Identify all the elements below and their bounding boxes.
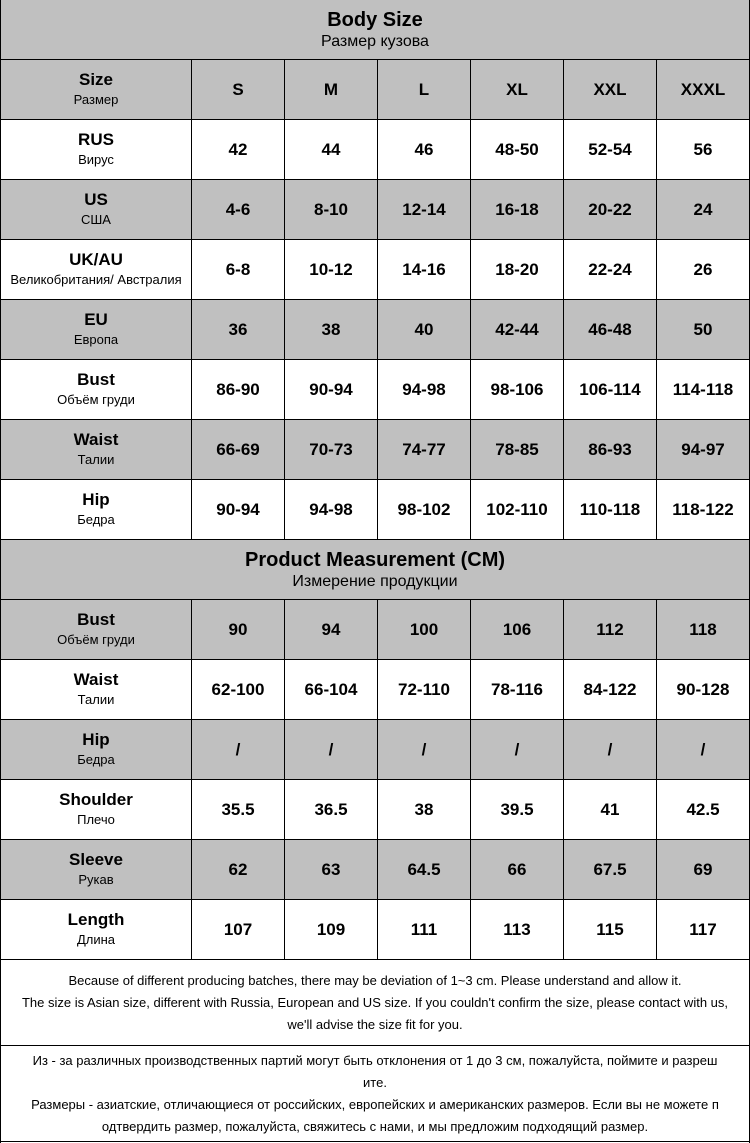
row-label-ru: Бедра	[77, 752, 115, 767]
value-cell: 98-106	[471, 360, 564, 420]
value-cell: 42-44	[471, 300, 564, 360]
row-label-ru: Вирус	[78, 152, 114, 167]
row-label	[1, 600, 192, 660]
row-label-ru: Европа	[73, 332, 119, 347]
value-cell: 113	[471, 900, 564, 960]
value-cell: 18-20	[471, 240, 564, 300]
value-cell: 62-100	[192, 660, 285, 720]
value-cell: 22-24	[564, 240, 657, 300]
product-measurement-row	[1, 600, 749, 660]
value-cell: 66	[471, 840, 564, 900]
body-size-row	[1, 180, 749, 240]
value-cell: 56	[657, 120, 749, 180]
row-label-en: Waist	[73, 430, 119, 449]
row-label-ru: Объём груди	[57, 392, 135, 407]
value-cell: 86-93	[564, 420, 657, 480]
value-cell: 110-118	[564, 480, 657, 540]
value-cell: 41	[564, 780, 657, 840]
product-measurement-row	[1, 840, 749, 900]
product-measurement-title: Product Measurement (CM)	[244, 548, 506, 571]
value-cell: 40	[378, 300, 471, 360]
size-header-xxl: XXL	[564, 60, 657, 120]
body-size-row	[1, 240, 749, 300]
value-cell: 10-12	[285, 240, 378, 300]
size-header-xxxl: XXXL	[657, 60, 749, 120]
body-size-row	[1, 120, 749, 180]
value-cell: 42	[192, 120, 285, 180]
value-cell: 117	[657, 900, 749, 960]
value-cell: /	[192, 720, 285, 780]
notes-english	[1, 960, 749, 1046]
product-measurement-title-band	[1, 540, 749, 600]
value-cell: 78-85	[471, 420, 564, 480]
row-label	[1, 300, 192, 360]
value-cell: 112	[564, 600, 657, 660]
row-label-en: Sleeve	[69, 850, 123, 869]
value-cell: 52-54	[564, 120, 657, 180]
value-cell: 38	[378, 780, 471, 840]
value-cell: 39.5	[471, 780, 564, 840]
value-cell: 62	[192, 840, 285, 900]
value-cell: 70-73	[285, 420, 378, 480]
value-cell: 78-116	[471, 660, 564, 720]
product-measurement-row	[1, 660, 749, 720]
value-cell: /	[564, 720, 657, 780]
value-cell: 100	[378, 600, 471, 660]
size-header-l: L	[378, 60, 471, 120]
value-cell: 66-69	[192, 420, 285, 480]
row-label-en: EU	[84, 310, 108, 329]
row-label-ru: Объём груди	[57, 632, 135, 647]
note-line: Из - за различных производственных партий могут быть отклонения от 1 до 3 см, пожалуйста, поймите и разреш	[32, 1052, 718, 1068]
row-label	[1, 240, 192, 300]
note-line: одтвердить размер, пожалуйста, свяжитесь с нами, и мы предложим подходящий размер.	[101, 1118, 649, 1134]
row-label-ru: Длина	[76, 932, 116, 947]
value-cell: 84-122	[564, 660, 657, 720]
row-label-ru: Рукав	[78, 872, 114, 887]
row-label	[1, 780, 192, 840]
value-cell: 46-48	[564, 300, 657, 360]
size-header-xl: XL	[471, 60, 564, 120]
body-size-rows	[1, 120, 749, 540]
size-header-label	[1, 60, 192, 120]
value-cell: /	[285, 720, 378, 780]
row-label-ru: Великобритания/ Австралия	[10, 272, 182, 287]
row-label-en: Hip	[82, 730, 110, 749]
row-label-en: Length	[67, 910, 125, 929]
value-cell: 86-90	[192, 360, 285, 420]
product-measurement-rows	[1, 600, 749, 960]
note-line: ите.	[363, 1074, 387, 1090]
value-cell: 72-110	[378, 660, 471, 720]
size-header-m: M	[285, 60, 378, 120]
value-cell: /	[378, 720, 471, 780]
row-label-en: UK/AU	[69, 250, 123, 269]
value-cell: 118-122	[657, 480, 749, 540]
body-size-row	[1, 480, 749, 540]
row-label	[1, 660, 192, 720]
row-label	[1, 420, 192, 480]
value-cell: 114-118	[657, 360, 749, 420]
row-label-ru: Бедра	[77, 512, 115, 527]
product-measurement-subtitle: Измерение продукции	[292, 572, 458, 590]
value-cell: 94-98	[378, 360, 471, 420]
value-cell: 6-8	[192, 240, 285, 300]
value-cell: 48-50	[471, 120, 564, 180]
value-cell: 36.5	[285, 780, 378, 840]
value-cell: 106	[471, 600, 564, 660]
value-cell: 42.5	[657, 780, 749, 840]
row-label	[1, 840, 192, 900]
product-measurement-row	[1, 720, 749, 780]
size-header-en: Size	[78, 70, 114, 89]
size-header-ru: Размер	[73, 92, 119, 107]
row-label-en: US	[84, 190, 108, 209]
row-label-ru: Талии	[77, 692, 115, 707]
body-size-subtitle: Размер кузова	[321, 32, 429, 50]
value-cell: 102-110	[471, 480, 564, 540]
value-cell: 94-97	[657, 420, 749, 480]
value-cell: 90-94	[285, 360, 378, 420]
row-label-en: RUS	[78, 130, 114, 149]
row-label-ru: США	[81, 212, 111, 227]
value-cell: 36	[192, 300, 285, 360]
value-cell: 94	[285, 600, 378, 660]
row-label-ru: Талии	[77, 452, 115, 467]
value-cell: 118	[657, 600, 749, 660]
note-line: we'll advise the size fit for you.	[287, 1016, 463, 1032]
value-cell: 67.5	[564, 840, 657, 900]
value-cell: 44	[285, 120, 378, 180]
value-cell: 4-6	[192, 180, 285, 240]
row-label	[1, 720, 192, 780]
body-size-title-band	[1, 0, 749, 60]
row-label	[1, 120, 192, 180]
body-size-table	[1, 60, 749, 120]
value-cell: 50	[657, 300, 749, 360]
value-cell: 35.5	[192, 780, 285, 840]
size-header-s: S	[192, 60, 285, 120]
row-label-en: Hip	[82, 490, 110, 509]
value-cell: 90	[192, 600, 285, 660]
value-cell: 20-22	[564, 180, 657, 240]
value-cell: 16-18	[471, 180, 564, 240]
product-measurement-row	[1, 900, 749, 960]
body-size-row	[1, 300, 749, 360]
value-cell: 38	[285, 300, 378, 360]
row-label	[1, 480, 192, 540]
product-measurement-row	[1, 780, 749, 840]
value-cell: 111	[378, 900, 471, 960]
value-cell: 74-77	[378, 420, 471, 480]
note-line: Размеры - азиатские, отличающиеся от российских, европейских и американских размеров. Если вы не можете п	[31, 1096, 719, 1112]
row-label-en: Bust	[77, 610, 115, 629]
value-cell: 14-16	[378, 240, 471, 300]
value-cell: 64.5	[378, 840, 471, 900]
body-size-row	[1, 420, 749, 480]
value-cell: 26	[657, 240, 749, 300]
value-cell: 115	[564, 900, 657, 960]
value-cell: 46	[378, 120, 471, 180]
value-cell: 24	[657, 180, 749, 240]
value-cell: /	[657, 720, 749, 780]
value-cell: 8-10	[285, 180, 378, 240]
value-cell: 66-104	[285, 660, 378, 720]
body-size-row	[1, 360, 749, 420]
row-label-en: Bust	[77, 370, 115, 389]
value-cell: 107	[192, 900, 285, 960]
value-cell: 12-14	[378, 180, 471, 240]
value-cell: 69	[657, 840, 749, 900]
value-cell: 98-102	[378, 480, 471, 540]
value-cell: 94-98	[285, 480, 378, 540]
row-label-ru: Плечо	[77, 812, 115, 827]
note-line: The size is Asian size, different with Russia, European and US size. If you couldn't confirm the size, please contact with us,	[21, 994, 729, 1010]
value-cell: 90-128	[657, 660, 749, 720]
value-cell: 63	[285, 840, 378, 900]
value-cell: 109	[285, 900, 378, 960]
value-cell: 106-114	[564, 360, 657, 420]
row-label	[1, 360, 192, 420]
value-cell: 90-94	[192, 480, 285, 540]
row-label-en: Shoulder	[59, 790, 133, 809]
row-label	[1, 180, 192, 240]
value-cell: /	[471, 720, 564, 780]
body-size-title: Body Size	[327, 8, 423, 31]
row-label-en: Waist	[73, 670, 119, 689]
row-label	[1, 900, 192, 960]
notes-russian	[1, 1046, 749, 1142]
note-line: Because of different producing batches, there may be deviation of 1~3 cm. Please understand and allow it.	[68, 972, 682, 988]
